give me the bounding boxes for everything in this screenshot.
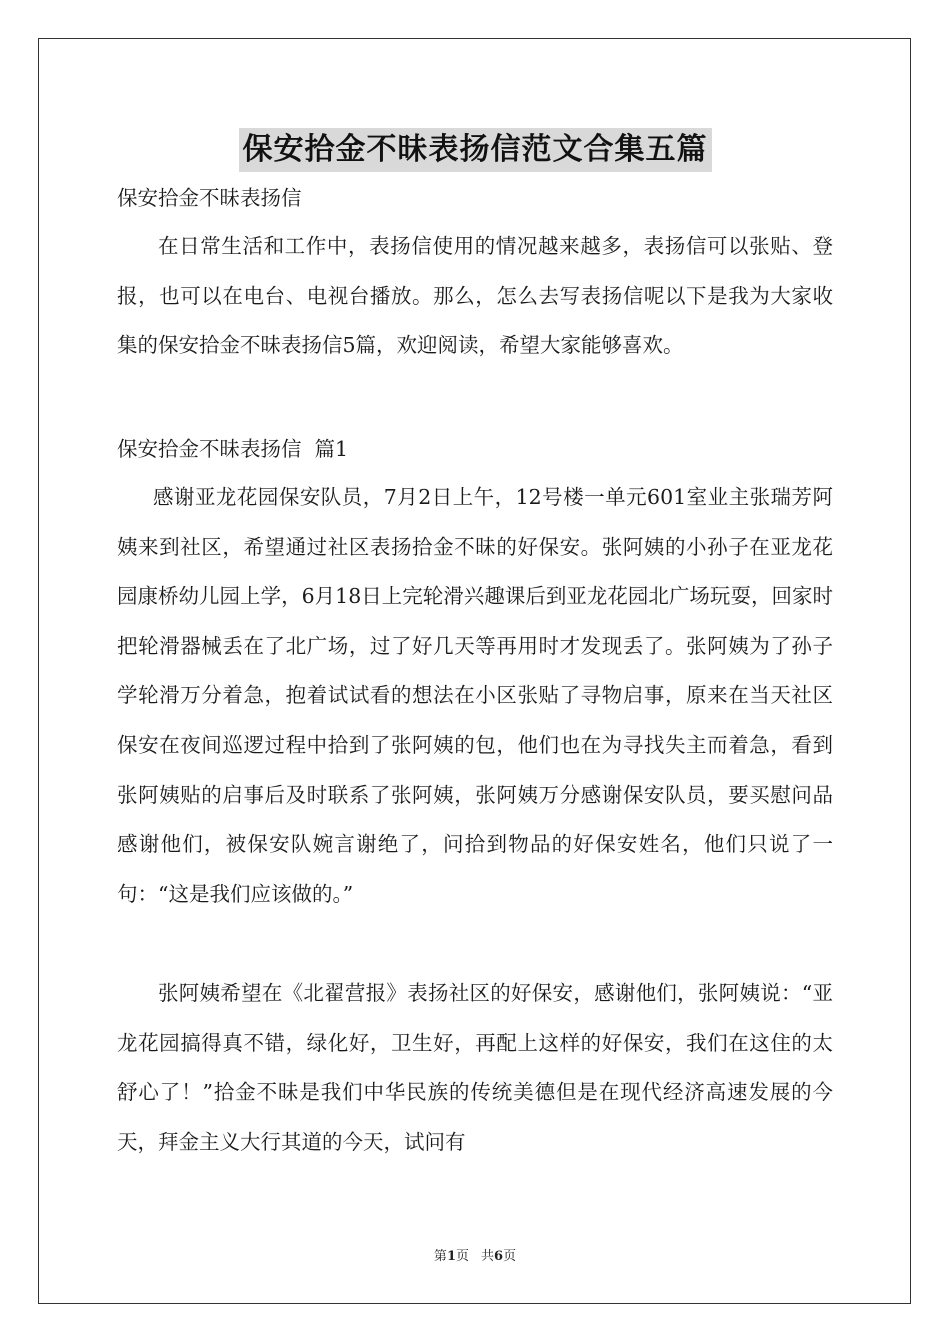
footer-total-suffix: 页: [503, 1249, 517, 1264]
section-heading: 保安拾金不昧表扬信 篇1: [117, 437, 349, 461]
body-paragraph-2: 张阿姨希望在《北翟营报》表扬社区的好保安，感谢他们，张阿姨说：“亚龙花园搞得真不错，绿化好，卫生好，再配上这样的好保安，我们在这住的太舒心了！”拾金不昧是我们中华民族的传统美德但是在现代经济高速发展的今天，拜金主义大行其道的今天，试问有: [117, 981, 833, 1154]
page-footer: [0, 1245, 950, 1264]
footer-page-total: 6: [494, 1249, 504, 1264]
footer-total-prefix: 共: [481, 1249, 495, 1264]
intro-paragraph: 在日常生活和工作中，表扬信使用的情况越来越多，表扬信可以张贴、登报，也可以在电台、电视台播放。那么，怎么去写表扬信呢以下是我为大家收集的保安拾金不昧表扬信5篇，欢迎阅读，希望大家能够喜欢。: [117, 234, 833, 358]
footer-page-prefix: 第: [433, 1249, 447, 1264]
footer-page-current: 1: [446, 1249, 456, 1264]
footer-page-suffix: 页: [455, 1249, 469, 1264]
document-title: 保安拾金不昧表扬信范文合集五篇: [239, 128, 712, 172]
body-paragraph-1: 感谢亚龙花园保安队员，7月2日上午，12号楼一单元601室业主张瑞芳阿姨来到社区，希望通过社区表扬拾金不昧的好保安。张阿姨的小孙子在亚龙花园康桥幼儿园上学，6月18日上完轮滑兴趣课后到亚龙花园北广场玩耍，回家时把轮滑器械丢在了北广场，过了好几天等再用时才发现丢了。张阿姨为了孙子学轮滑万分着急，抱着试试看的想法在小区张贴了寻物启事，原来在当天社区保安在夜间巡逻过程中拾到了张阿姨的包，他们也在为寻找失主而着急，看到张阿姨贴的启事后及时联系了张阿姨，张阿姨万分感谢保安队员，要买慰问品感谢他们，被保安队婉言谢绝了，问拾到物品的好保安姓名，他们只说了一句：“这是我们应该做的。”: [117, 485, 833, 906]
title-container: [0, 128, 950, 172]
document-subtitle: 保安拾金不昧表扬信: [117, 186, 302, 210]
